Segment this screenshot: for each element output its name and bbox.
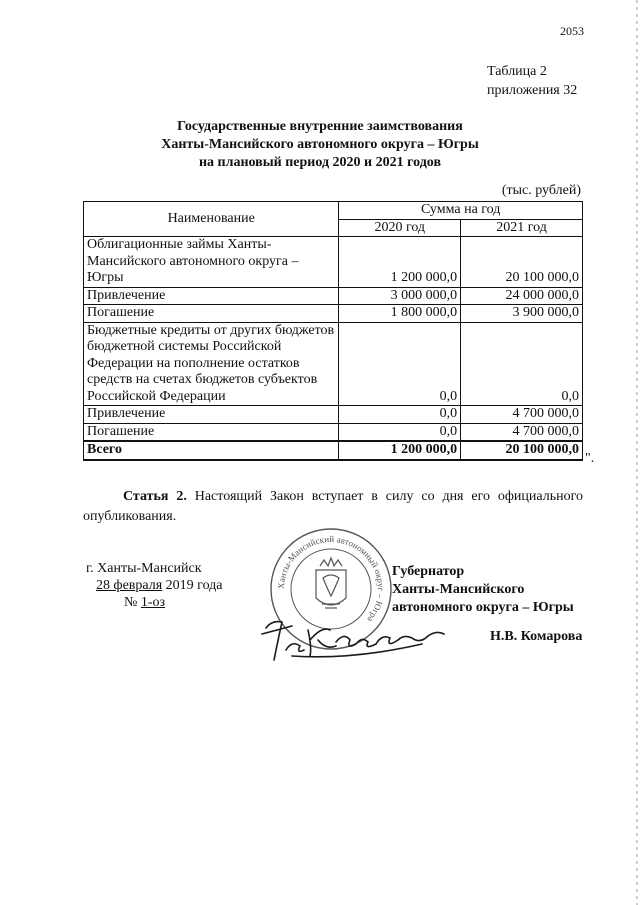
- row-value-2021: 3 900 000,0: [461, 305, 583, 323]
- signing-place-date: [86, 560, 223, 611]
- table-row: [84, 322, 583, 406]
- row-name: Привлечение: [84, 287, 339, 305]
- article-2: [83, 487, 583, 527]
- total-value-2021: 20 100 000,0: [461, 441, 583, 460]
- signing-place: г. Ханты-Мансийск: [86, 561, 202, 576]
- law-number-value: 1-оз: [140, 595, 166, 610]
- header-2020: 2020 год: [339, 219, 461, 237]
- document-title: [0, 118, 640, 172]
- unit-label: (тыс. рублей): [501, 183, 581, 198]
- row-name: Привлечение: [84, 406, 339, 424]
- row-value-2020: 1 800 000,0: [339, 305, 461, 323]
- handwritten-signature: [252, 600, 452, 670]
- article-label: Статья 2.: [123, 489, 187, 504]
- total-name: Всего: [84, 441, 339, 460]
- title-line3: на плановый период 2020 и 2021 годов: [198, 155, 442, 170]
- page-number: 2053: [560, 24, 584, 38]
- signing-day: 28: [96, 578, 110, 593]
- table-total-row: [84, 441, 583, 460]
- total-value-2020: 1 200 000,0: [339, 441, 461, 460]
- row-value-2021: 20 100 000,0: [461, 237, 583, 288]
- row-name: Облигационные займы Ханты-Мансийского автономного округа – Югры: [84, 237, 339, 288]
- header-name: Наименование: [84, 202, 339, 237]
- seal-text: Ханты-Мансийский автономный округ – Югра: [275, 533, 387, 625]
- article-text: Настоящий Закон вступает в силу со дня его официального опубликования.: [83, 489, 584, 524]
- governor-region-2: автономного округа – Югры: [392, 600, 574, 615]
- row-name: Погашение: [84, 305, 339, 323]
- table-ref-line2: приложения 32: [487, 83, 578, 98]
- row-value-2020: 0,0: [339, 423, 461, 441]
- law-number-label: №: [124, 595, 138, 610]
- table-row: [84, 287, 583, 305]
- table-row: [84, 423, 583, 441]
- title-line2: Ханты-Мансийского автономного округа – Югры: [161, 137, 479, 152]
- governor-region-1: Ханты-Мансийского: [392, 582, 525, 597]
- row-name: Погашение: [84, 423, 339, 441]
- table-row: [84, 305, 583, 323]
- governor-name: Н.В. Комарова: [490, 629, 583, 644]
- row-value-2021: 24 000 000,0: [461, 287, 583, 305]
- table-row: [84, 237, 583, 288]
- header-2021: 2021 год: [461, 219, 583, 237]
- row-value-2020: 0,0: [339, 406, 461, 424]
- table-row: [84, 406, 583, 424]
- governor-title: Губернатор: [392, 564, 465, 579]
- table-reference: [487, 62, 577, 100]
- row-value-2020: 0,0: [339, 322, 461, 406]
- borrowings-table: [83, 201, 583, 461]
- row-value-2020: 3 000 000,0: [339, 287, 461, 305]
- signing-year: 2019 года: [165, 578, 223, 593]
- signing-date: [86, 577, 223, 594]
- title-line1: Государственные внутренние заимствования: [177, 119, 463, 134]
- scan-edge: [636, 0, 638, 905]
- row-value-2021: 0,0: [461, 322, 583, 406]
- row-value-2021: 4 700 000,0: [461, 406, 583, 424]
- signing-month: февраля: [113, 578, 163, 593]
- row-value-2021: 4 700 000,0: [461, 423, 583, 441]
- row-name: Бюджетные кредиты от других бюджетов бюджетной системы Российской Федерации на пополнение остатков средств на счетах бюджетов субъектов Российской Федерации: [84, 322, 339, 406]
- law-number: [86, 594, 223, 611]
- table-ref-line1: Таблица 2: [487, 64, 547, 79]
- header-sum: Сумма на год: [339, 202, 583, 220]
- row-value-2020: 1 200 000,0: [339, 237, 461, 288]
- closing-quote: ".: [585, 451, 595, 466]
